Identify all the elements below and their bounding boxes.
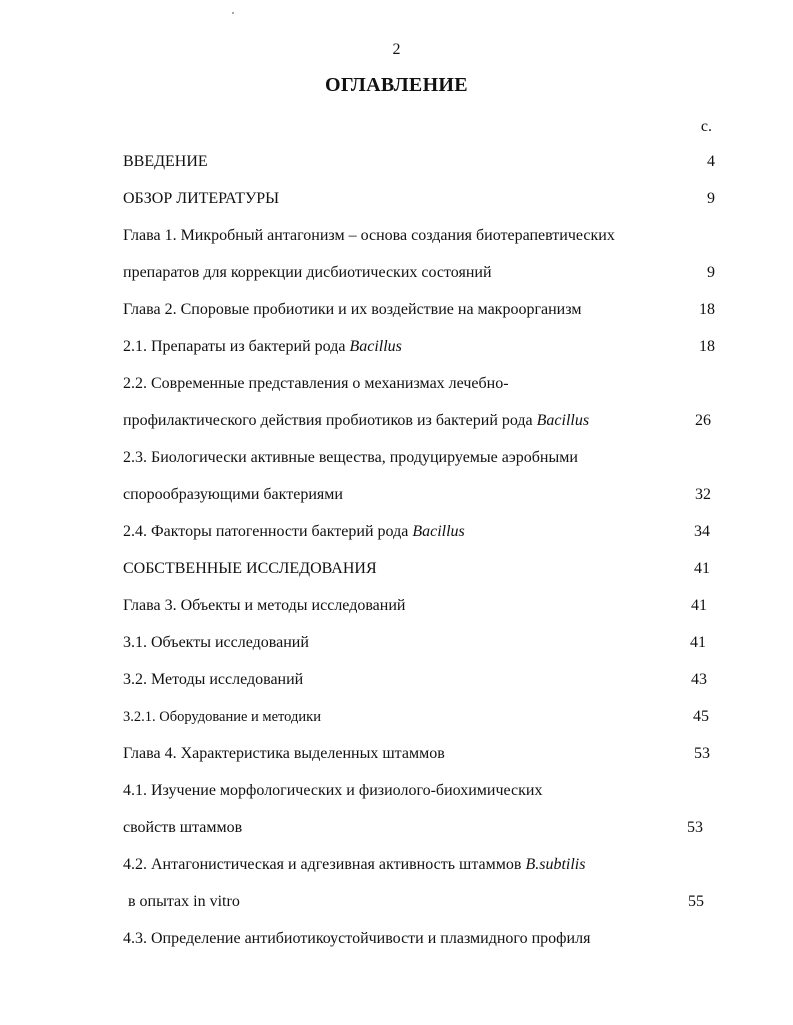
- toc-line-chapter-4: [123, 745, 445, 763]
- page-title: ОГЛАВЛЕНИЕ: [325, 74, 468, 96]
- toc-line-3-1: [123, 634, 309, 652]
- toc-text: 4.2. Антагонистическая и адгезивная активность штаммов: [123, 856, 522, 873]
- toc-text: 3.2. Методы исследований: [123, 671, 304, 688]
- toc-line-intro: [123, 153, 208, 171]
- toc-line-chapter-1-cont: [123, 264, 492, 282]
- toc-text: Глава 4. Характеристика выделенных штаммов: [123, 745, 445, 762]
- toc-text: 4.3. Определение антибиотикоустойчивости и плазмидного профиля: [123, 930, 591, 947]
- toc-line-3-2: [123, 671, 303, 689]
- toc-page-number: 53: [687, 819, 703, 836]
- toc-text: 3.2.1. Оборудование и методики: [123, 709, 321, 725]
- toc-text: 3.1. Объекты исследований: [123, 634, 309, 651]
- toc-page-number: 45: [693, 708, 709, 725]
- toc-italic-text: B.subtilis: [525, 856, 586, 873]
- toc-line-chapter-3: [123, 597, 405, 615]
- page-number: 2: [392, 41, 401, 58]
- toc-line-2-3: [123, 449, 578, 467]
- toc-text: ОБЗОР ЛИТЕРАТУРЫ: [123, 190, 280, 207]
- toc-page-number: 4: [707, 153, 715, 170]
- toc-text: 2.2. Современные представления о механизмах лечебно-: [123, 375, 509, 392]
- toc-line-chapter-1: [123, 227, 615, 245]
- toc-text: спорообразующими бактериями: [123, 486, 343, 503]
- toc-text: препаратов для коррекции дисбиотических состояний: [123, 264, 492, 281]
- toc-text: Глава 3. Объекты и методы исследований: [123, 597, 406, 614]
- toc-text: 2.4. Факторы патогенности бактерий рода: [123, 523, 409, 540]
- toc-page-number: 41: [691, 597, 707, 614]
- toc-text: Глава 1. Микробный антагонизм – основа создания биотерапевтических: [123, 227, 615, 244]
- toc-line-3-2-1: [123, 709, 321, 726]
- toc-text: профилактического действия пробиотиков из бактерий рода: [123, 412, 533, 429]
- toc-italic-text: Bacillus: [412, 523, 465, 540]
- toc-page-number: 43: [691, 671, 707, 688]
- toc-text: свойств штаммов: [123, 819, 243, 836]
- toc-text: в опытах in vitro: [128, 893, 240, 910]
- toc-line-4-3: [123, 930, 590, 948]
- toc-line-4-1: [123, 782, 542, 800]
- toc-italic-text: Bacillus: [349, 338, 402, 355]
- toc-page-number: 9: [707, 264, 715, 281]
- toc-page-number: 34: [694, 523, 710, 540]
- toc-line-4-2-cont: [128, 893, 240, 911]
- toc-line-2-4: [123, 523, 465, 541]
- toc-text: 2.1. Препараты из бактерий рода: [123, 338, 346, 355]
- toc-page-number: 26: [695, 412, 711, 429]
- toc-italic-text: Bacillus: [536, 412, 590, 429]
- toc-text: 4.1. Изучение морфологических и физиолого-биохимических: [123, 782, 543, 799]
- toc-page-number: 53: [694, 745, 710, 762]
- toc-page-number: 55: [688, 893, 704, 910]
- toc-line-4-2: [123, 856, 585, 874]
- toc-page-number: 18: [699, 338, 715, 355]
- toc-line-literature-review: [123, 190, 279, 208]
- scan-speck: [232, 12, 234, 14]
- toc-text: ВВЕДЕНИЕ: [123, 153, 208, 170]
- toc-text: СОБСТВЕННЫЕ ИССЛЕДОВАНИЯ: [123, 560, 377, 577]
- toc-page-number: 18: [699, 301, 715, 318]
- toc-line-chapter-2: [123, 301, 581, 319]
- toc-text: Глава 2. Споровые пробиотики и их воздействие на макроорганизм: [123, 301, 582, 318]
- toc-page-number: 41: [690, 634, 706, 651]
- toc-line-2-3-cont: [123, 486, 343, 504]
- toc-text: 2.3. Биологически активные вещества, продуцируемые аэробными: [123, 449, 578, 466]
- toc-page-number: 9: [707, 190, 715, 207]
- toc-line-own-research: [123, 560, 377, 578]
- page-column-label: с.: [700, 118, 712, 135]
- toc-page-number: 41: [694, 560, 710, 577]
- toc-line-2-2-cont: [123, 412, 589, 430]
- toc-line-2-1: [123, 338, 402, 356]
- toc-line-2-2: [123, 375, 509, 393]
- toc-page-number: 32: [695, 486, 711, 503]
- toc-line-4-1-cont: [123, 819, 242, 837]
